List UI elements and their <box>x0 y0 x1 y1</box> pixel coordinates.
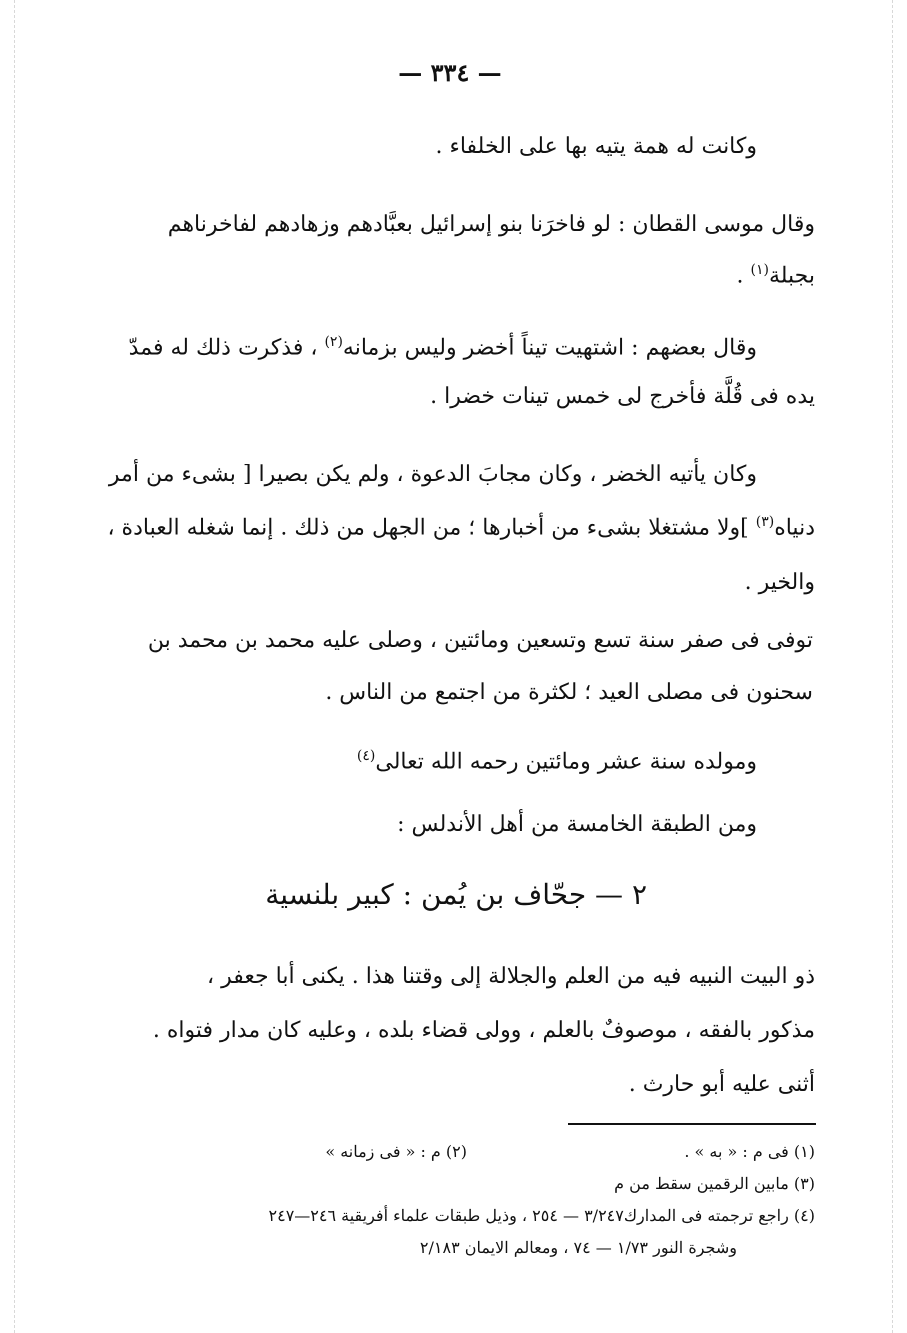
body-line-3-end: . <box>736 263 751 289</box>
footnote-ref-1: (١) <box>750 262 769 278</box>
body-line-4-text: وقال بعضهم : اشتهيت تيناً أخضر وليس بزمانه <box>342 335 757 361</box>
body-line-9: توفى فى صفر سنة تسع وتسعين ومائتين ، وصلى عليه محمد بن محمد بن <box>147 628 813 653</box>
body-line-5: يده فى قُلَّة فأخرج لى خمس تينات خضرا . <box>430 384 815 409</box>
page-number: — ٣٣٤ — <box>398 58 502 87</box>
footnote-rule <box>568 1123 816 1125</box>
body-line-7-start: دنياه <box>774 515 815 541</box>
body-line-13: ذو البيت النبيه فيه من العلم والجلالة إلى وقتنا هذا . يكنى أبا جعفر ، <box>207 964 815 989</box>
body-line-1: وكانت له همة يتيه بها على الخلفاء . <box>435 134 757 159</box>
body-line-14: مذكور بالفقه ، موصوفٌ بالعلم ، وولى قضاء بلده ، وعليه كان مدار فتواه . <box>152 1018 815 1043</box>
body-line-2: وقال موسى القطان : لو فاخرَنا بنو إسرائيل بعبَّادهم وزهادهم لفاخرناهم <box>167 212 815 237</box>
footnote-2: (٢) م : « فى زمانه » <box>325 1142 467 1161</box>
scan-margin-right <box>892 0 893 1333</box>
body-line-11 <box>357 748 757 776</box>
section-intro: ومن الطبقة الخامسة من أهل الأندلس : <box>397 812 757 837</box>
body-line-6: وكان يأتيه الخضر ، وكان مجابَ الدعوة ، ولم يكن بصيرا [ بشىء من أمر <box>108 462 757 487</box>
entry-heading: ٢ — جحّاف بن يُمن : كبير بلنسية <box>265 878 647 911</box>
body-line-11-text: ومولده سنة عشر ومائتين رحمه الله تعالى <box>375 749 757 775</box>
body-line-4 <box>129 334 757 362</box>
body-line-3-text: بجبلة <box>768 263 815 289</box>
footnote-ref-2: (٢) <box>324 334 343 350</box>
footnote-ref-3: (٣) <box>755 514 775 530</box>
body-line-7-end: ]ولا مشتغلا بشىء من أخبارها ؛ من الجهل من ذلك . إنما شغله العبادة ، <box>107 515 756 541</box>
body-line-7 <box>107 514 815 542</box>
footnote-4-cont: وشجرة النور ١/٧٣ — ٧٤ ، ومعالم الايمان ٢/١٨٣ <box>419 1238 737 1257</box>
scan-margin-left <box>14 0 15 1333</box>
footnote-4: (٤) راجع ترجمته فى المدارك٣/٢٤٧ — ٢٥٤ ، وذيل طبقات علماء أفريقية ٢٤٦—٢٤٧ <box>268 1206 815 1225</box>
body-line-3 <box>736 262 815 290</box>
footnote-ref-4: (٤) <box>356 748 376 764</box>
footnote-1: (١) فى م : « به » . <box>684 1142 815 1161</box>
body-line-15: أثنى عليه أبو حارث . <box>628 1072 815 1097</box>
body-line-4-end: ، فذكرت ذلك له فمدّ <box>128 335 325 361</box>
body-line-8: والخير . <box>744 570 815 595</box>
footnote-3: (٣) مابين الرقمين سقط من م <box>614 1174 815 1193</box>
body-line-10: سحنون فى مصلى العيد ؛ لكثرة من اجتمع من الناس . <box>325 680 813 705</box>
